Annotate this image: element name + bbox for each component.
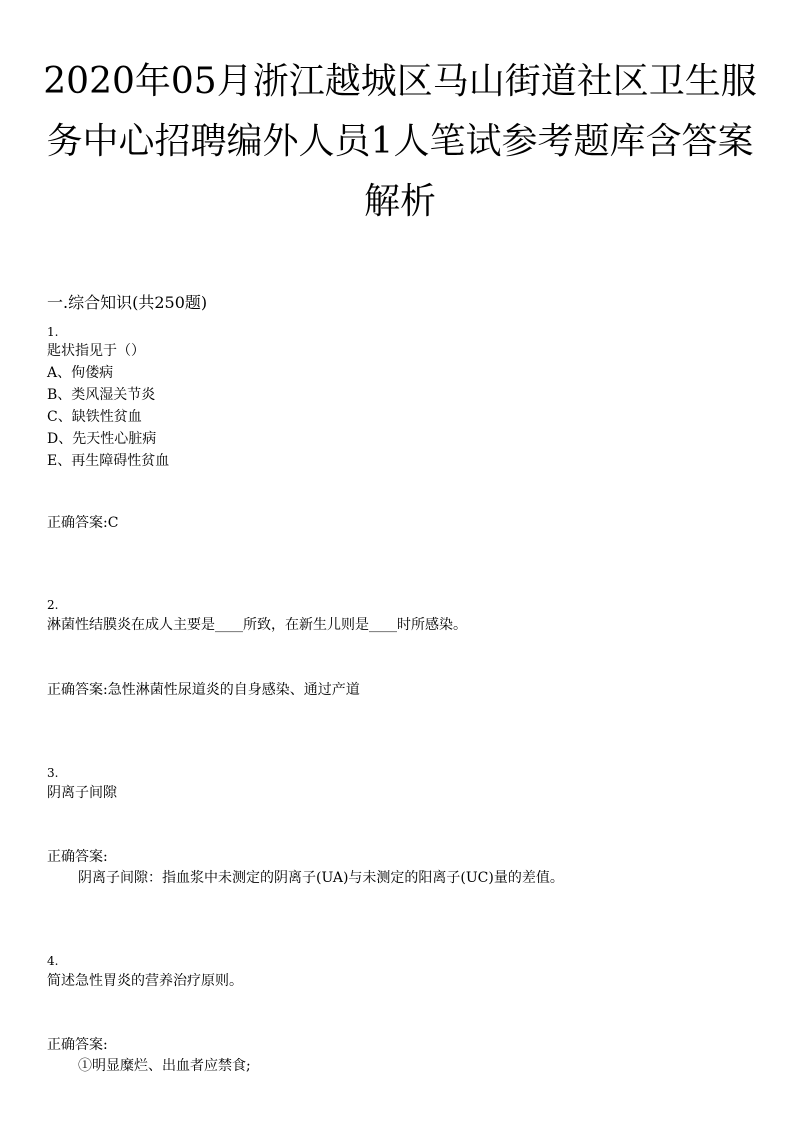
question-4-answer-detail: ①明显糜烂、出血者应禁食; <box>78 1058 251 1074</box>
question-1-option-c: C、缺铁性贫血 <box>47 409 142 425</box>
question-3-number: 3. <box>47 766 59 780</box>
question-2-stem: 淋菌性结膜炎在成人主要是____所致，在新生儿则是____时所感染。 <box>47 617 467 633</box>
question-3-answer-detail: 阴离子间隙：指血浆中未测定的阴离子(UA)与未测定的阳离子(UC)量的差值。 <box>78 870 564 886</box>
question-4-answer-label: 正确答案: <box>47 1037 108 1053</box>
question-3-answer-label: 正确答案: <box>47 849 108 865</box>
title-line-1: 2020年05月浙江越城区马山街道社区卫生服 <box>43 61 757 102</box>
question-2-number: 2. <box>47 598 59 612</box>
title-line-2: 务中心招聘编外人员1人笔试参考题库含答案 <box>46 121 754 162</box>
question-4-number: 4. <box>47 954 59 968</box>
section-heading: 一.综合知识(共250题) <box>47 293 208 312</box>
question-4-stem: 简述急性胃炎的营养治疗原则。 <box>47 973 243 989</box>
question-1-answer: 正确答案:C <box>47 515 119 531</box>
question-1-stem: 匙状指见于（） <box>47 343 145 359</box>
question-1-option-e: E、再生障碍性贫血 <box>47 453 170 469</box>
document-title <box>40 52 760 232</box>
question-1-option-d: D、先天性心脏病 <box>47 431 157 447</box>
question-2-answer: 正确答案:急性淋菌性尿道炎的自身感染、通过产道 <box>47 682 360 698</box>
question-3-stem: 阴离子间隙 <box>47 785 117 801</box>
question-1-number: 1. <box>47 325 59 339</box>
title-line-3: 解析 <box>363 181 436 222</box>
question-1-option-b: B、类风湿关节炎 <box>47 387 156 403</box>
question-1-option-a: A、佝偻病 <box>47 365 114 381</box>
